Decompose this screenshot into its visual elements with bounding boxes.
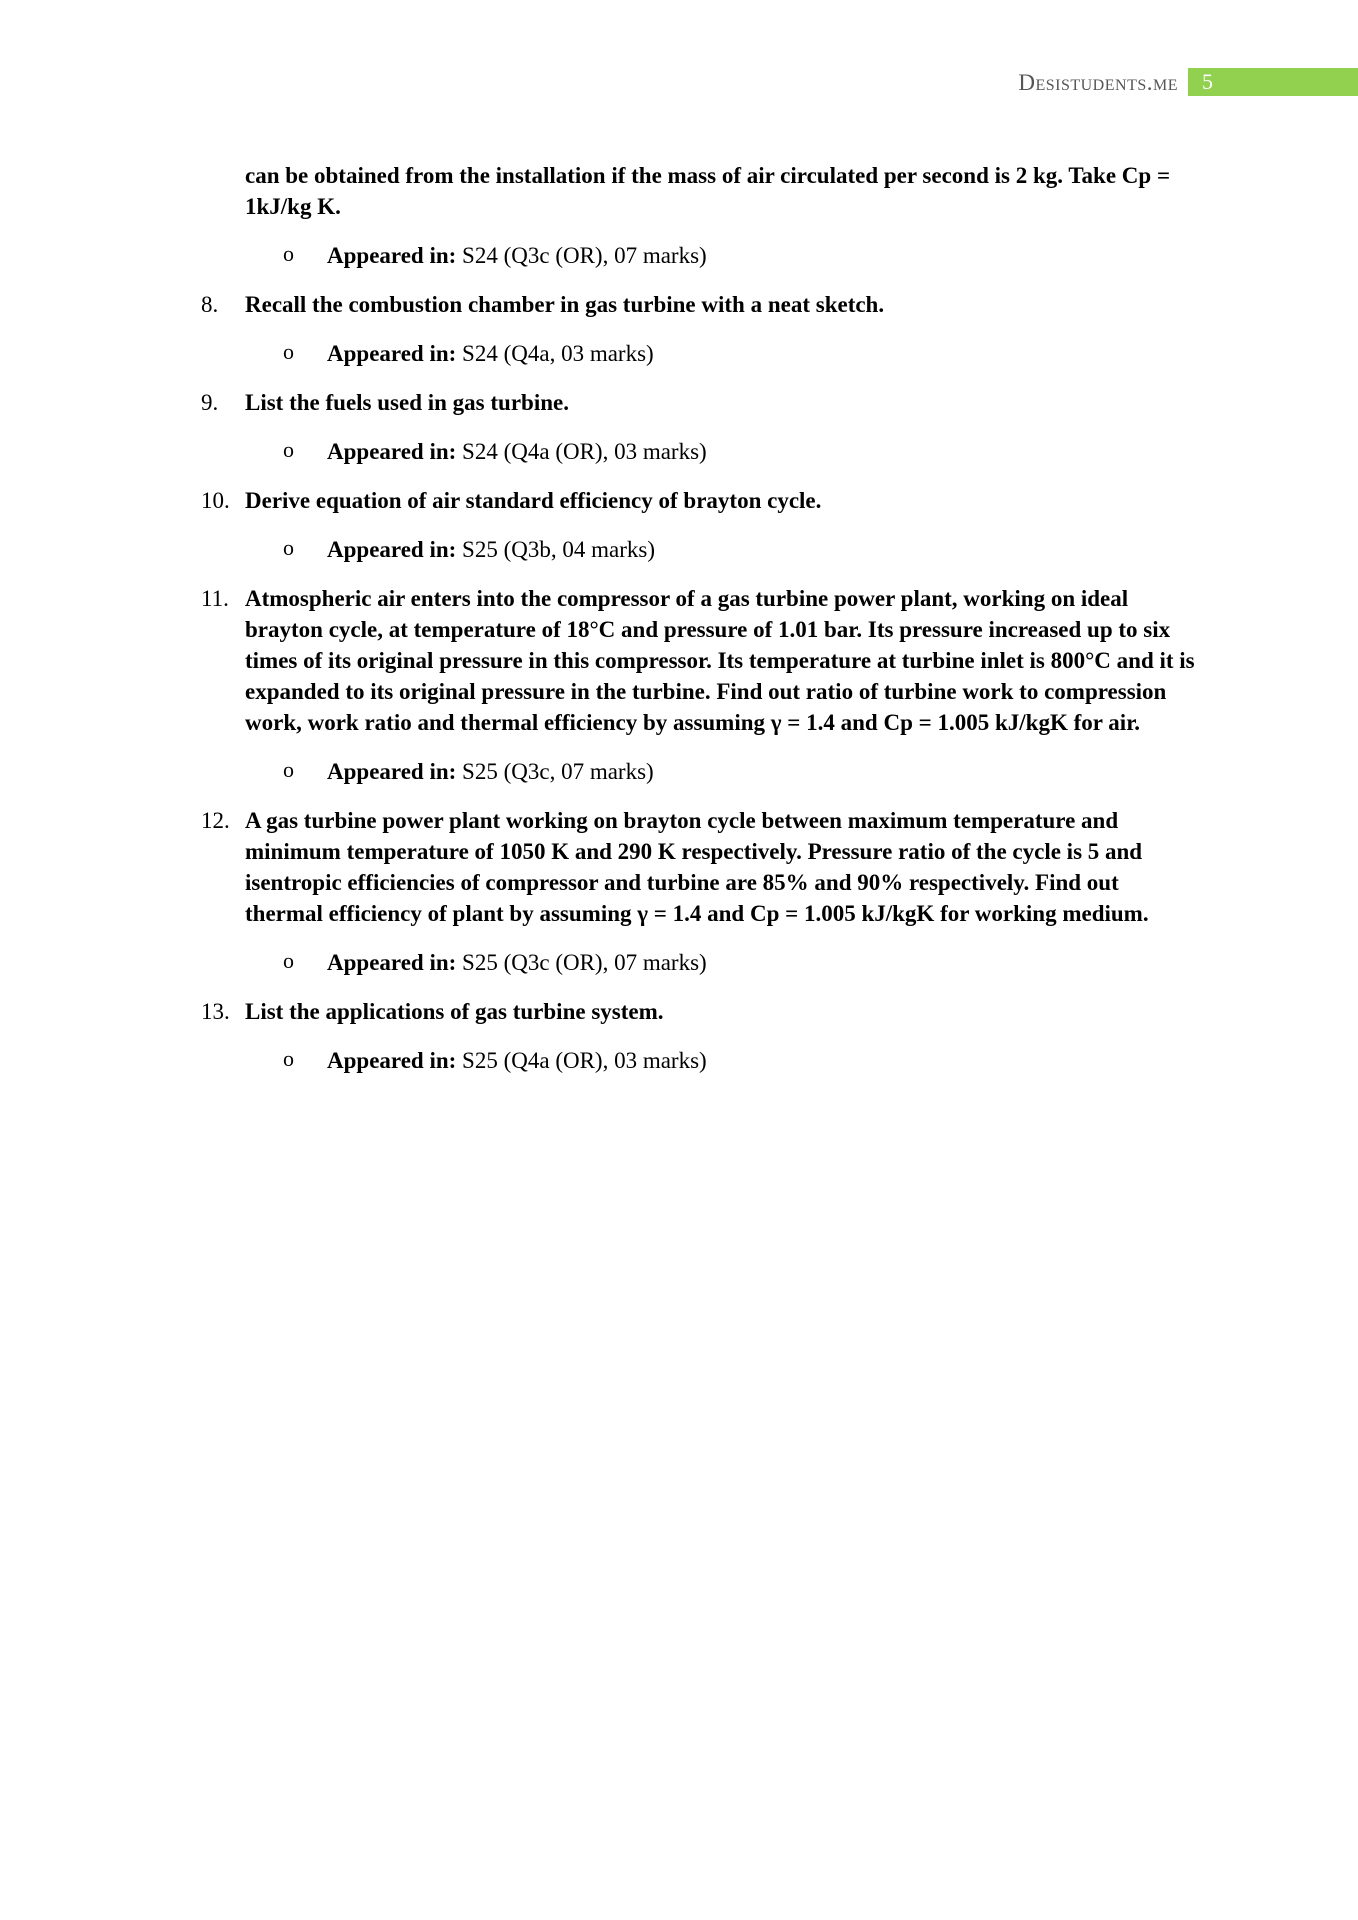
question-item <box>201 289 1195 320</box>
page-header <box>0 68 1358 96</box>
appeared-in-item <box>283 436 1358 467</box>
appeared-in-value: S24 (Q4a, 03 marks) <box>456 341 654 366</box>
appeared-in-item <box>283 240 1358 271</box>
appeared-in-item <box>283 756 1358 787</box>
appeared-in-label: Appeared in: <box>327 950 457 975</box>
appeared-in-value: S24 (Q4a (OR), 03 marks) <box>456 439 707 464</box>
question-number: 10. <box>201 488 230 513</box>
question-text: Recall the combustion chamber in gas turbine with a neat sketch. <box>245 292 885 317</box>
question-number: 8. <box>201 292 219 317</box>
question-text: List the applications of gas turbine system. <box>245 999 664 1024</box>
question-text: Atmospheric air enters into the compressor of a gas turbine power plant, working on ideal brayton cycle, at temperature of 18°C and pressure of 1.01 bar. Its pressure increased up to six times of its original pressure in this compressor. Its temperature at turbine inlet is 800°C and it is expanded to its original pressure in the turbine. Find out ratio of turbine work to compression work, work ratio and thermal efficiency by assuming γ = 1.4 and Cp = 1.005 kJ/kgK for air. <box>245 586 1195 735</box>
question-item <box>201 805 1195 929</box>
appeared-in-value: S24 (Q3c (OR), 07 marks) <box>456 243 707 268</box>
site-name: Desistudents.me <box>1018 70 1178 95</box>
bullet-icon: o <box>283 535 294 560</box>
appeared-in-item <box>283 947 1358 978</box>
appeared-in-label: Appeared in: <box>327 537 457 562</box>
question-number: 11. <box>201 586 229 611</box>
appeared-in-value: S25 (Q4a (OR), 03 marks) <box>456 1048 707 1073</box>
appeared-in-value: S25 (Q3c, 07 marks) <box>456 759 654 784</box>
bullet-icon: o <box>283 241 294 266</box>
appeared-in-value: S25 (Q3c (OR), 07 marks) <box>456 950 707 975</box>
question-item <box>201 485 1195 516</box>
question-continuation-text: can be obtained from the installation if the mass of air circulated per second is 2 kg. Take Cp = 1kJ/kg K. <box>245 163 1171 219</box>
appeared-in-item <box>283 1045 1358 1076</box>
appeared-in-label: Appeared in: <box>327 243 457 268</box>
appeared-in-item <box>283 338 1358 369</box>
question-number: 12. <box>201 808 230 833</box>
appeared-in-label: Appeared in: <box>327 759 457 784</box>
question-item <box>201 387 1195 418</box>
appeared-in-label: Appeared in: <box>327 341 457 366</box>
bullet-icon: o <box>283 1046 294 1071</box>
document-body <box>0 160 1358 1094</box>
bullet-icon: o <box>283 757 294 782</box>
question-number: 9. <box>201 390 219 415</box>
question-item <box>201 996 1195 1027</box>
bullet-icon: o <box>283 948 294 973</box>
question-text: A gas turbine power plant working on brayton cycle between maximum temperature and minimum temperature of 1050 K and 290 K respectively. Pressure ratio of the cycle is 5 and isentropic efficiencies of compressor and turbine are 85% and 90% respectively. Find out thermal efficiency of plant by assuming γ = 1.4 and Cp = 1.005 kJ/kgK for working medium. <box>245 808 1149 926</box>
appeared-in-value: S25 (Q3b, 04 marks) <box>456 537 655 562</box>
appeared-in-label: Appeared in: <box>327 1048 457 1073</box>
question-item <box>201 583 1195 738</box>
page-number-badge: 5 <box>1188 68 1358 96</box>
question-text: List the fuels used in gas turbine. <box>245 390 569 415</box>
question-text: Derive equation of air standard efficiency of brayton cycle. <box>245 488 822 513</box>
appeared-in-item <box>283 534 1358 565</box>
bullet-icon: o <box>283 339 294 364</box>
bullet-icon: o <box>283 437 294 462</box>
question-number: 13. <box>201 999 230 1024</box>
appeared-in-label: Appeared in: <box>327 439 457 464</box>
